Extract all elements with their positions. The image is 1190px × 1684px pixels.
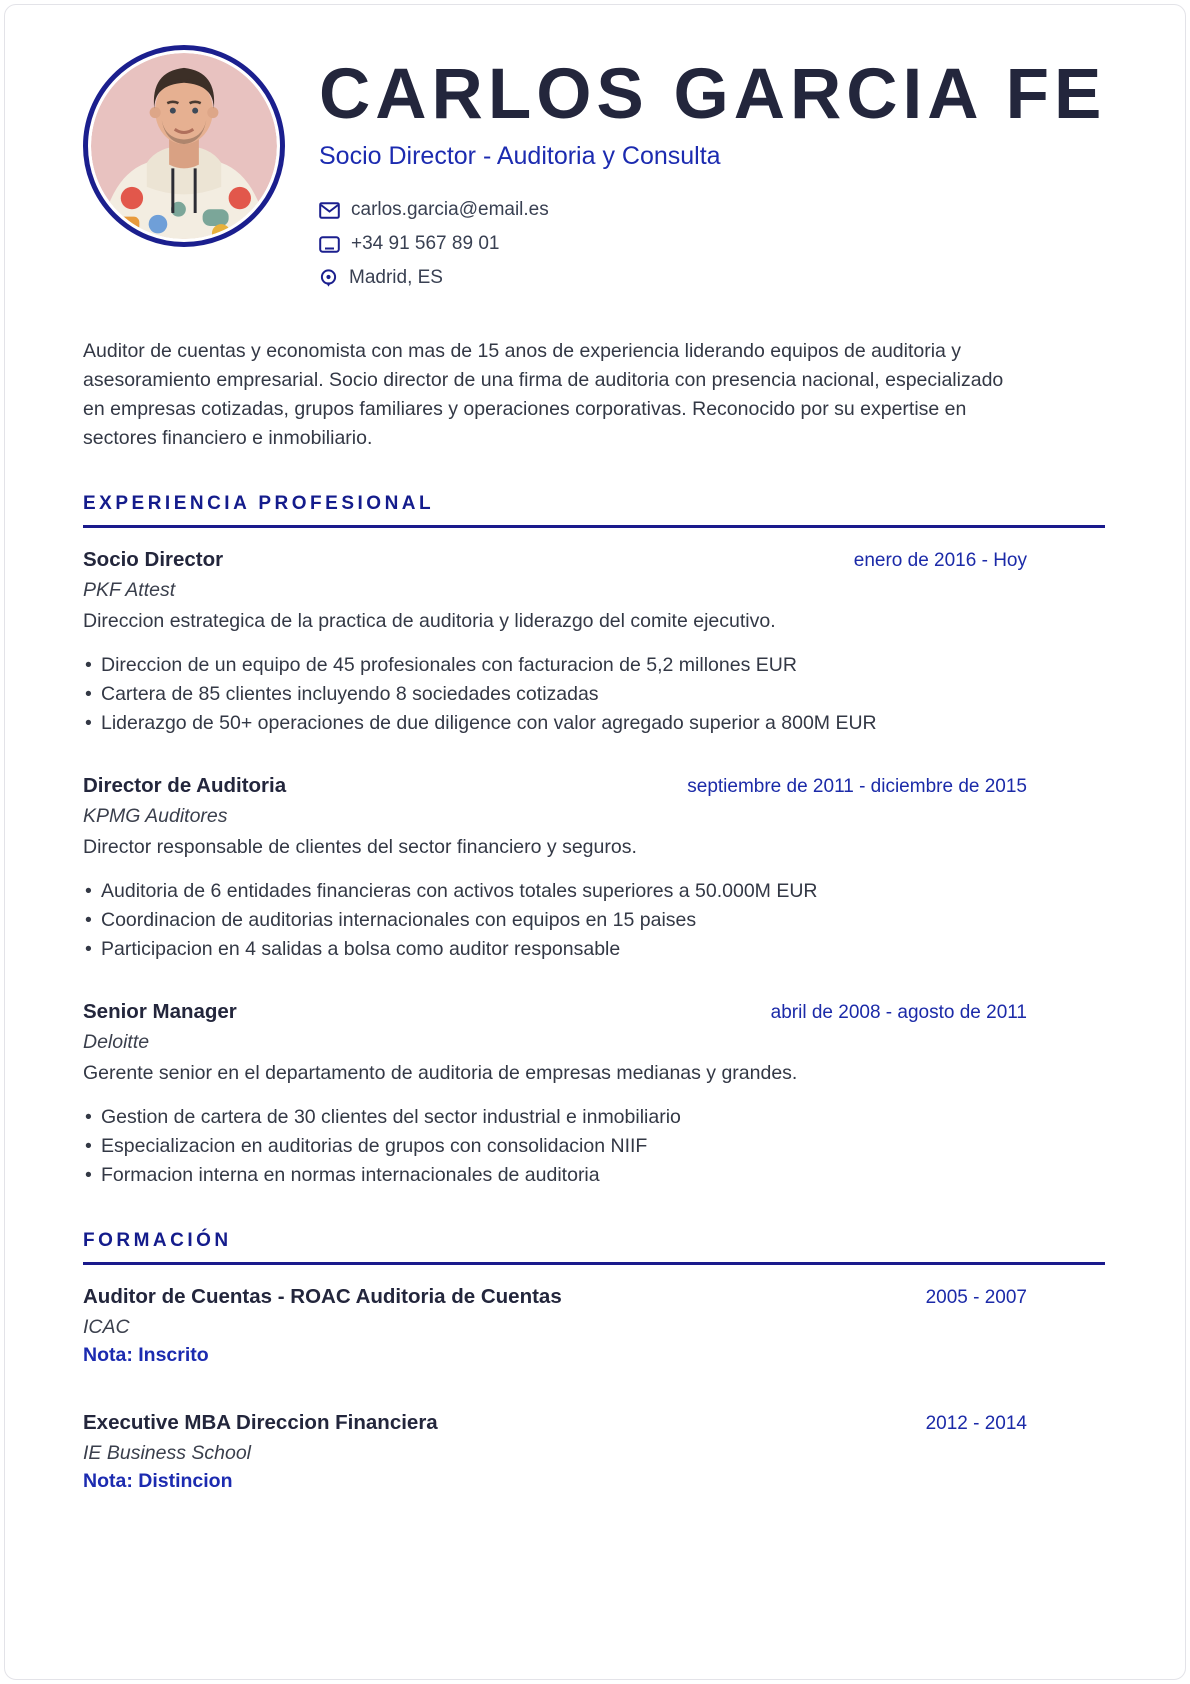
section-education [83,1230,1105,1493]
education-title: Executive MBA Direccion Financiera [83,1411,438,1434]
job-entry-head [83,548,1027,572]
education-school: IE Business School [83,1442,252,1464]
contact-phone-row [319,233,1185,255]
job-bullet: • Formacion interna en normas internacionales de auditoria [83,1161,1027,1190]
education-title: Auditor de Cuentas - ROAC Auditoria de Cuentas [83,1285,562,1308]
contact-email: carlos.garcia@email.es [351,199,549,220]
job-entry [83,774,1027,964]
contact-email-row [319,199,1185,221]
job-bullet: • Coordinacion de auditorias internacionales con equipos en 15 paises [83,906,1027,935]
education-entry-head [83,1285,1027,1309]
job-bullet: • Cartera de 85 clientes incluyendo 8 sociedades cotizadas [83,680,1027,709]
job-dates: enero de 2016 - Hoy [853,550,1027,571]
contact-location-row [319,267,1185,289]
job-bullet: • Especializacion en auditorias de grupos con consolidacion NIIF [83,1132,1027,1161]
experience-heading: EXPERIENCIA PROFESIONAL [83,493,435,514]
job-title: Director de Auditoria [83,774,287,797]
education-note: Nota: Distincion [83,1470,233,1492]
job-company: PKF Attest [83,579,176,601]
education-heading: FORMACIÓN [83,1230,232,1251]
section-experience [83,493,1105,1190]
job-bullet: • Auditoria de 6 entidades financieras con activos totales superiores a 50.000M EUR [83,877,1027,906]
job-bullet: • Gestion de cartera de 30 clientes del sector industrial e inmobiliario [83,1103,1027,1132]
job-company: KPMG Auditores [83,805,228,827]
section-divider [83,1262,1105,1265]
profile-photo [83,45,285,247]
job-description: Gerente senior en el departamento de auditoria de empresas medianas y grandes. [83,1062,798,1084]
header [5,5,1185,301]
job-title: Socio Director [83,548,224,571]
candidate-title: Socio Director - Auditoria y Consulta [319,142,721,170]
header-text [319,45,1185,301]
job-bullets [83,877,1027,964]
contact-phone: +34 91 567 89 01 [351,233,500,254]
job-dates: abril de 2008 - agosto de 2011 [770,1002,1027,1023]
job-entry-head [83,774,1027,798]
job-bullets [83,651,1027,738]
job-description: Direccion estrategica de la practica de auditoria y liderazgo del comite ejecutivo. [83,610,776,632]
education-entry [83,1285,1027,1367]
contact-block [319,199,1185,289]
contact-location: Madrid, ES [349,267,443,288]
education-entry-head [83,1411,1027,1435]
job-bullet: • Participacion en 4 salidas a bolsa como auditor responsable [83,935,1027,964]
profile-summary: Auditor de cuentas y economista con mas de 15 anos de experiencia liderando equipos de auditoria y asesoramiento empresarial. Socio director de una firma de auditoria con presencia nacional, especializado en empresas cotizadas, grupos familiares y operaciones corporativas. Reconocido por su expertise en sectores financiero e inmobiliario. [83,340,1004,449]
profile-photo-illustration [91,53,277,239]
candidate-name: CARLOS GARCIA FE [319,55,1107,134]
job-title: Senior Manager [83,1000,237,1023]
section-divider [83,525,1105,528]
education-dates: 2005 - 2007 [925,1287,1027,1308]
job-dates: septiembre de 2011 - diciembre de 2015 [687,776,1027,797]
education-note: Nota: Inscrito [83,1344,209,1366]
education-entry [83,1411,1027,1493]
location-pin-icon [319,269,338,288]
job-entry [83,548,1027,738]
education-school: ICAC [83,1316,130,1338]
job-company: Deloitte [83,1031,150,1053]
job-description: Director responsable de clientes del sector financiero y seguros. [83,836,637,858]
resume-page [4,4,1186,1680]
mail-icon [319,202,340,219]
job-bullet: • Direccion de un equipo de 45 profesionales con facturacion de 5,2 millones EUR [83,651,1027,680]
education-dates: 2012 - 2014 [925,1413,1027,1434]
job-entry-head [83,1000,1027,1024]
job-entry [83,1000,1027,1190]
job-bullet: • Liderazgo de 50+ operaciones de due diligence con valor agregado superior a 800M EUR [83,709,1027,738]
phone-icon [319,236,340,253]
job-bullets [83,1103,1027,1190]
